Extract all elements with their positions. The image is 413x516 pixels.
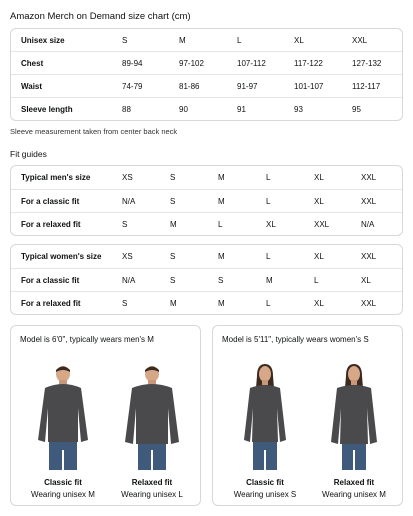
table-cell: N/A bbox=[122, 275, 136, 285]
table-cell: 91 bbox=[237, 104, 246, 114]
table-cell: XL bbox=[266, 219, 276, 229]
table-cell: XXL bbox=[314, 219, 330, 229]
table-cell: 117-122 bbox=[294, 58, 323, 68]
table-cell: S bbox=[218, 275, 224, 285]
fit-caption: Wearing unisex S bbox=[233, 490, 297, 499]
table-cell: L bbox=[218, 219, 223, 229]
table-cell: N/A bbox=[122, 196, 136, 206]
table-row bbox=[11, 166, 402, 189]
table-cell: L bbox=[266, 196, 271, 206]
table-cell: 90 bbox=[179, 104, 188, 114]
table-row bbox=[11, 189, 402, 212]
table-cell: XXL bbox=[361, 173, 377, 182]
row-label: Unisex size bbox=[21, 35, 65, 45]
size-chart-title: Amazon Merch on Demand size chart (cm) bbox=[10, 11, 191, 22]
table-cell: 107-112 bbox=[237, 58, 266, 68]
row-label: Chest bbox=[21, 58, 44, 68]
table-cell: XL bbox=[314, 173, 324, 182]
fit-guides-heading: Fit guides bbox=[10, 149, 47, 159]
row-label: For a relaxed fit bbox=[21, 219, 81, 229]
table-row bbox=[11, 291, 402, 314]
row-label: For a classic fit bbox=[21, 275, 80, 285]
size-chart-table bbox=[10, 28, 403, 121]
table-cell: 91-97 bbox=[237, 81, 258, 91]
table-cell: XXL bbox=[352, 35, 368, 45]
table-row bbox=[11, 74, 402, 97]
model-card-title: Model is 5'11", typically wears women's S bbox=[222, 335, 369, 344]
table-cell: XL bbox=[361, 275, 371, 285]
table-cell: 93 bbox=[294, 104, 303, 114]
womens-fit-guide-table bbox=[10, 244, 403, 315]
table-row bbox=[11, 268, 402, 291]
male-model-classic-fit-image bbox=[28, 362, 98, 470]
table-cell: M bbox=[218, 196, 225, 206]
table-cell: M bbox=[170, 219, 177, 229]
table-row bbox=[11, 245, 402, 268]
table-cell: XS bbox=[122, 173, 133, 182]
table-cell: S bbox=[170, 173, 176, 182]
table-cell: XS bbox=[122, 252, 133, 261]
table-row bbox=[11, 97, 402, 120]
table-row bbox=[11, 51, 402, 74]
row-label: Typical men's size bbox=[21, 173, 91, 182]
fit-caption: Wearing unisex L bbox=[121, 490, 183, 499]
table-cell: S bbox=[170, 196, 176, 206]
table-cell: XXL bbox=[361, 298, 377, 308]
table-cell: S bbox=[170, 275, 176, 285]
table-cell: S bbox=[170, 252, 176, 261]
table-cell: 127-132 bbox=[352, 58, 382, 68]
row-label: Sleeve length bbox=[21, 104, 73, 114]
table-cell: XL bbox=[294, 35, 304, 45]
fit-label: Relaxed fit bbox=[333, 478, 375, 487]
table-row bbox=[11, 29, 402, 51]
table-cell: S bbox=[122, 219, 128, 229]
female-model-classic-fit-image bbox=[230, 362, 300, 470]
table-cell: L bbox=[266, 173, 271, 182]
fit-caption: Wearing unisex M bbox=[322, 490, 386, 499]
table-cell: M bbox=[218, 298, 225, 308]
table-cell: XL bbox=[314, 252, 324, 261]
table-cell: XXL bbox=[361, 252, 377, 261]
table-cell: L bbox=[237, 35, 242, 45]
female-model-relaxed-fit-image bbox=[319, 362, 389, 470]
row-label: For a relaxed fit bbox=[21, 298, 81, 308]
table-row bbox=[11, 212, 402, 235]
sleeve-note: Sleeve measurement taken from center back neck bbox=[10, 127, 178, 136]
table-cell: M bbox=[179, 35, 186, 45]
table-cell: M bbox=[170, 298, 177, 308]
mens-fit-guide-table bbox=[10, 165, 403, 236]
table-cell: L bbox=[266, 298, 271, 308]
table-cell: 112-117 bbox=[352, 81, 381, 91]
row-label: Waist bbox=[21, 81, 43, 91]
table-cell: XL bbox=[314, 196, 324, 206]
row-label: For a classic fit bbox=[21, 196, 80, 206]
table-cell: 74-79 bbox=[122, 81, 143, 91]
table-cell: M bbox=[218, 252, 225, 261]
table-cell: 89-94 bbox=[122, 58, 143, 68]
table-cell: M bbox=[218, 173, 225, 182]
model-card-title: Model is 6'0", typically wears men's M bbox=[20, 335, 154, 344]
row-label: Typical women's size bbox=[21, 252, 102, 261]
fit-caption: Wearing unisex M bbox=[31, 490, 95, 499]
mens-model-card bbox=[10, 325, 201, 506]
table-cell: 81-86 bbox=[179, 81, 200, 91]
table-cell: XXL bbox=[361, 196, 377, 206]
table-cell: 101-107 bbox=[294, 81, 324, 91]
table-cell: 88 bbox=[122, 104, 131, 114]
table-cell: M bbox=[266, 275, 273, 285]
table-cell: L bbox=[314, 275, 319, 285]
table-cell: S bbox=[122, 298, 128, 308]
fit-label: Classic fit bbox=[246, 478, 284, 487]
table-cell: N/A bbox=[361, 219, 375, 229]
table-cell: XL bbox=[314, 298, 324, 308]
fit-label: Classic fit bbox=[44, 478, 82, 487]
table-cell: 97-102 bbox=[179, 58, 204, 68]
table-cell: S bbox=[122, 35, 128, 45]
womens-model-card bbox=[212, 325, 403, 506]
table-cell: L bbox=[266, 252, 271, 261]
table-cell: 95 bbox=[352, 104, 361, 114]
fit-label: Relaxed fit bbox=[131, 478, 173, 487]
male-model-relaxed-fit-image bbox=[117, 362, 187, 470]
